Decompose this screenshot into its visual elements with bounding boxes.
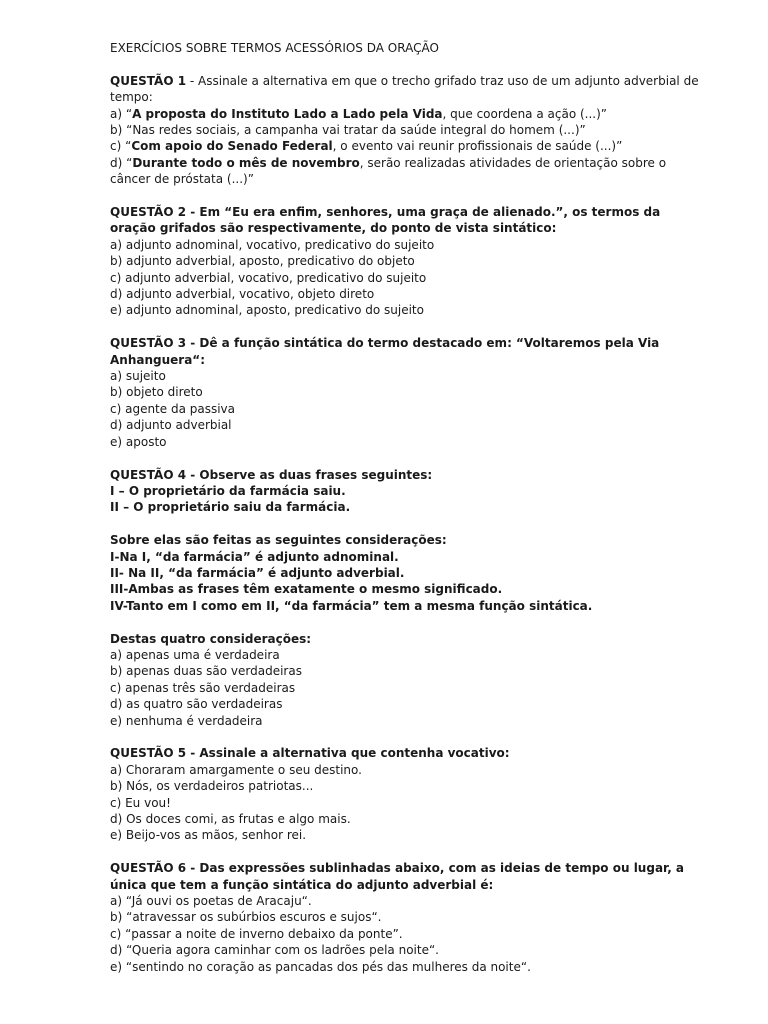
question-6 [110,860,710,975]
question-1 [110,73,710,188]
question-3-option: d) adjunto adverbial [110,418,232,433]
question-1-option-b: b) “Nas redes sociais, a campanha vai tratar da saúde integral do homem (...)” [110,123,586,138]
question-5-option: c) Eu vou! [110,795,171,810]
question-3-prompt: QUESTÃO 3 - Dê a função sintática do termo destacado em: “Voltaremos pela Via Anhanguera“: [110,336,660,367]
question-4-considerations [110,532,710,614]
question-3 [110,335,710,450]
question-5-label: QUESTÃO 5 [110,746,187,761]
question-4 [110,467,710,516]
question-4-phrase: II – O proprietário saiu da farmácia. [110,500,351,515]
question-5-option: e) Beijo-vos as mãos, senhor rei. [110,828,307,843]
considerations-intro: Sobre elas são feitas as seguintes considerações: [110,533,447,548]
question-6-prompt: QUESTÃO 6 - Das expressões sublinhadas abaixo, com as ideias de tempo ou lugar, a única que tem a função sintática do adjunto adverbial é: [110,861,685,892]
question-4-option: b) apenas duas são verdadeiras [110,664,302,679]
question-5-option: b) Nós, os verdadeiros patriotas... [110,779,314,794]
question-6-option: e) “sentindo no coração as pancadas dos pés das mulheres da noite“. [110,959,531,974]
question-4-question: Destas quatro considerações: [110,631,312,646]
question-6-option: d) “Queria agora caminhar com os ladrões pela noite“. [110,943,439,958]
question-4-label: QUESTÃO 4 [110,467,187,482]
question-6-option: b) “atravessar os subúrbios escuros e sujos“. [110,910,382,925]
question-2-option: b) adjunto adverbial, aposto, predicativo do objeto [110,254,415,269]
question-1-option-a: a) “A proposta do Instituto Lado a Lado pela Vida, que coordena a ação (...)” [110,106,607,121]
question-5 [110,745,710,843]
question-4-option: a) apenas uma é verdadeira [110,647,280,662]
document-title: EXERCÍCIOS SOBRE TERMOS ACESSÓRIOS DA ORAÇÃO [110,41,439,55]
consideration-item: IV-Tanto em I como em II, “da farmácia” tem a mesma função sintática. [110,598,593,613]
question-4-answers [110,631,710,729]
question-2-option: e) adjunto adnominal, aposto, predicativo do sujeito [110,303,424,318]
question-1-option-c: c) “Com apoio do Senado Federal, o evento vai reunir profissionais de saúde (...)” [110,139,623,154]
question-5-option: a) Choraram amargamente o seu destino. [110,762,362,777]
question-1-label: QUESTÃO 1 [110,73,187,88]
question-3-option: c) agente da passiva [110,401,236,416]
question-1-prompt: QUESTÃO 1 - Assinale a alternativa em que o trecho grifado traz uso de um adjunto adverbial de tempo: [110,73,699,105]
question-3-label: QUESTÃO 3 [110,336,187,351]
question-2-option: a) adjunto adnominal, vocativo, predicativo do sujeito [110,237,435,252]
question-6-label: QUESTÃO 6 [110,861,187,876]
question-1-option-d: d) “Durante todo o mês de novembro, serão realizadas atividades de orientação sobre o câncer de próstata (...)” [110,155,667,187]
question-5-option: d) Os doces comi, as frutas e algo mais. [110,811,351,826]
question-2-prompt: QUESTÃO 2 - Em “Eu era enfim, senhores, uma graça de alienado.”, os termos da oração grifados são respectivamente, do ponto de vista sintático: [110,205,661,236]
question-4-option: c) apenas três são verdadeiras [110,680,296,695]
consideration-item: I-Na I, “da farmácia” é adjunto adnominal. [110,549,399,564]
question-6-option: c) “passar a noite de inverno debaixo da ponte”. [110,926,403,941]
question-4-prompt: QUESTÃO 4 - Observe as duas frases seguintes: [110,467,433,482]
question-2 [110,204,710,319]
question-3-option: b) objeto direto [110,385,203,400]
document-page [110,40,710,991]
question-5-prompt: QUESTÃO 5 - Assinale a alternativa que contenha vocativo: [110,746,510,761]
question-2-label: QUESTÃO 2 [110,205,187,220]
question-3-option: e) aposto [110,434,167,449]
consideration-item: III-Ambas as frases têm exatamente o mesmo significado. [110,582,503,597]
question-2-option: c) adjunto adverbial, vocativo, predicativo do sujeito [110,270,427,285]
question-6-option: a) “Já ouvi os poetas de Aracaju“. [110,894,312,908]
question-4-option: e) nenhuma é verdadeira [110,713,263,728]
question-3-option: a) sujeito [110,369,166,384]
question-2-option: d) adjunto adverbial, vocativo, objeto direto [110,287,375,302]
consideration-item: II- Na II, “da farmácia” é adjunto adverbial. [110,565,405,580]
question-4-phrase: I – O proprietário da farmácia saiu. [110,483,346,498]
question-4-option: d) as quatro são verdadeiras [110,697,283,712]
